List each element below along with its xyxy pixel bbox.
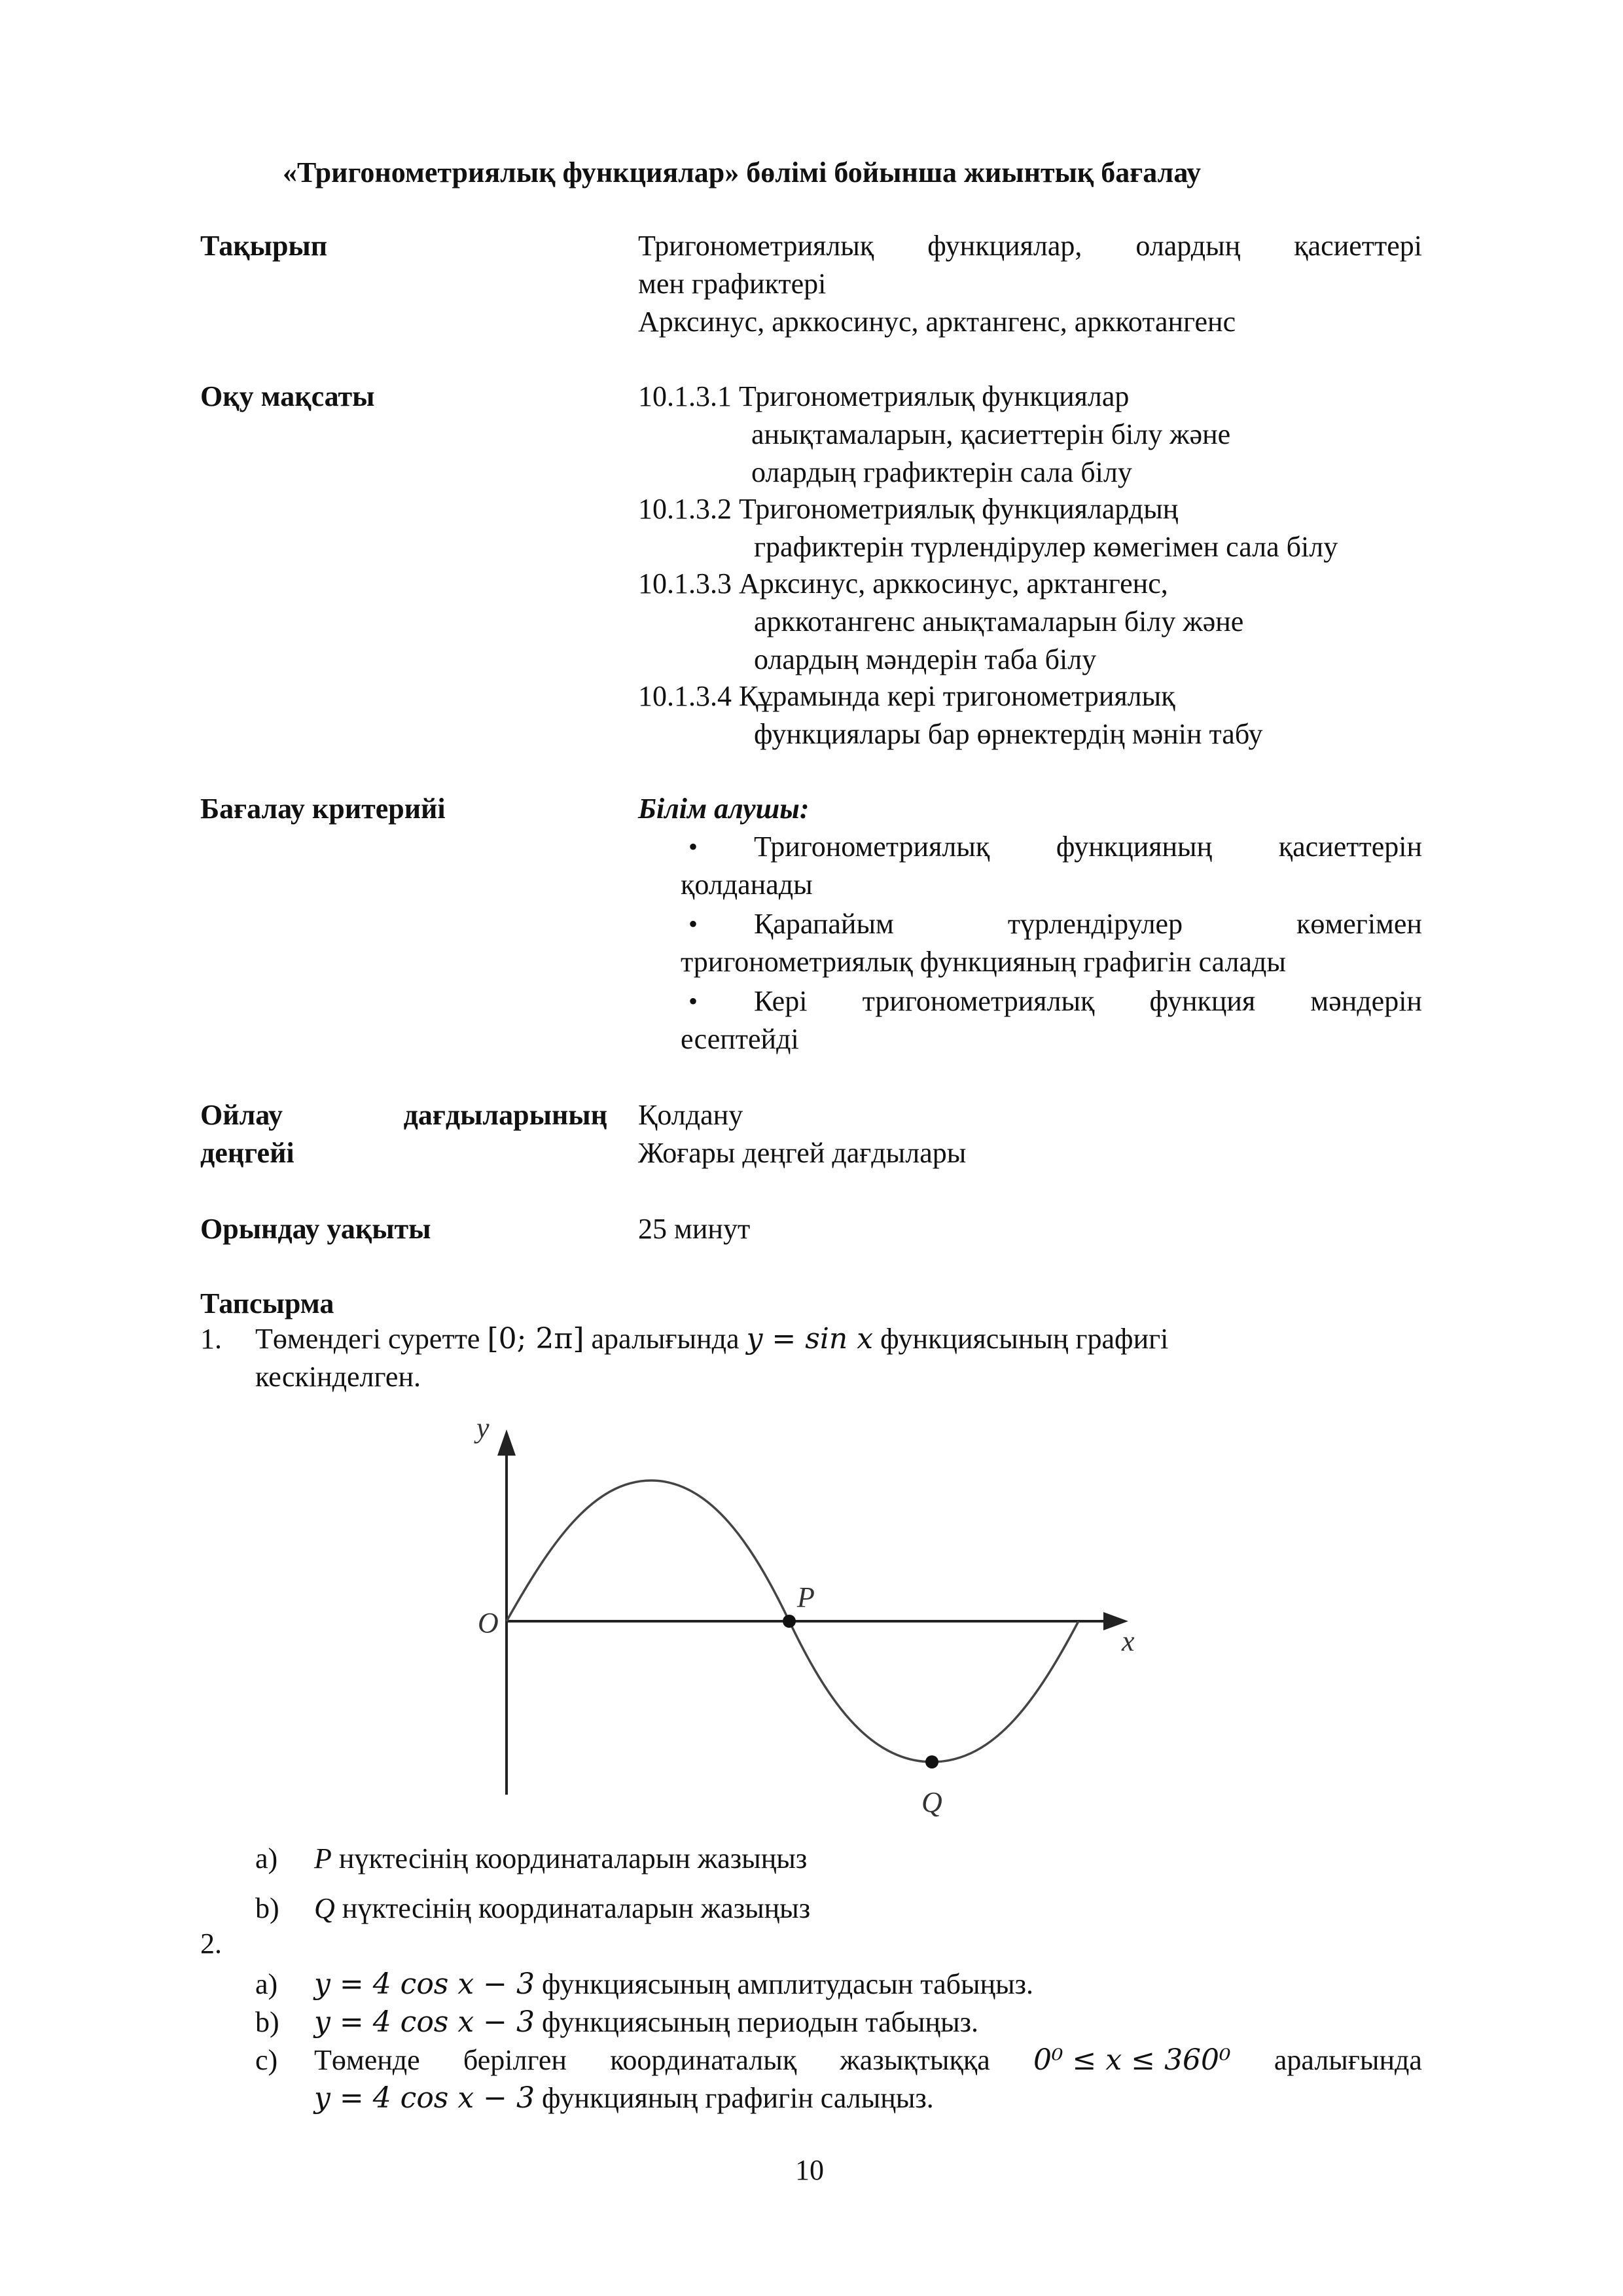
question-1a-letter: a) bbox=[255, 1842, 278, 1874]
word: олардың bbox=[1135, 230, 1241, 262]
text: функциясының амплитудасын табыңыз. bbox=[535, 1968, 1034, 2000]
topic-label: Тақырып bbox=[200, 230, 328, 262]
word: түрлендірулер bbox=[1007, 908, 1183, 940]
text: функциясының периодын табыңыз. bbox=[535, 2006, 979, 2038]
objective-4-code-line: 10.1.3.4 Құрамында кері тригонометриялық bbox=[638, 680, 1175, 712]
question-1b-letter: b) bbox=[255, 1892, 279, 1924]
question-1b-text bbox=[314, 1894, 810, 1923]
question-1a-text bbox=[314, 1844, 807, 1873]
time-label: Орындау уақыты bbox=[200, 1213, 431, 1245]
objective-1-code-line: 10.1.3.1 Тригонометриялық функциялар bbox=[638, 380, 1130, 412]
objective-2-code-line: 10.1.3.2 Тригонометриялық функциялардың bbox=[638, 493, 1179, 525]
objective-1-cont-1: анықтамаларын, қасиеттерін білу және bbox=[751, 418, 1231, 450]
word: координаталық bbox=[610, 2044, 797, 2076]
criterion-1-line-1 bbox=[754, 833, 1422, 861]
page-number: 10 bbox=[795, 2154, 824, 2186]
text: аралығында bbox=[584, 1323, 747, 1355]
word: функция bbox=[1149, 985, 1256, 1017]
task-heading: Тапсырма bbox=[200, 1287, 334, 1319]
word: аралығында bbox=[1274, 2044, 1422, 2076]
point-q-marker bbox=[925, 1755, 938, 1768]
point-p-marker bbox=[783, 1615, 796, 1628]
objective-3-cont-2: олардың мәндерін таба білу bbox=[754, 643, 1097, 675]
objective-4-cont-1: функциялары бар өрнектердің мәнін табу bbox=[754, 718, 1263, 750]
word: дағдыларының bbox=[403, 1099, 607, 1131]
text: функцияның графигін салыңыз. bbox=[535, 2082, 934, 2114]
thinking-value-1: Қолдану bbox=[638, 1099, 743, 1131]
question-2c-line-2 bbox=[314, 2081, 934, 2115]
topic-line-2: мен графиктері bbox=[638, 268, 827, 300]
bullet-icon: • bbox=[688, 986, 698, 1016]
criteria-label: Бағалау критерийі bbox=[200, 793, 446, 825]
range-math: 0⁰ ≤ x ≤ 360⁰ bbox=[1033, 2043, 1231, 2077]
word: берілген bbox=[463, 2044, 567, 2076]
objectives-label: Оқу мақсаты bbox=[200, 380, 375, 412]
objective-3-code-line: 10.1.3.3 Арксинус, арккосинус, арктангенс, bbox=[638, 567, 1168, 600]
question-2b-text bbox=[314, 2005, 979, 2039]
thinking-label-line-1 bbox=[200, 1101, 607, 1130]
question-2b-letter: b) bbox=[255, 2006, 279, 2038]
origin-label: O bbox=[478, 1607, 499, 1639]
word: тригонометриялық bbox=[862, 985, 1095, 1017]
question-2c-line-1 bbox=[314, 2043, 1422, 2077]
point-q-label: Q bbox=[921, 1786, 942, 1818]
function-math: y = sin x bbox=[746, 1322, 874, 1355]
thinking-value-2: Жоғары деңгей дағдылары bbox=[638, 1137, 967, 1169]
question-2a-letter: a) bbox=[255, 1968, 278, 2000]
criterion-3-line-2: есептейді bbox=[681, 1023, 799, 1055]
word: жазықтыққа bbox=[840, 2044, 990, 2076]
question-1-line-1 bbox=[255, 1322, 1169, 1355]
word: көмегімен bbox=[1296, 908, 1422, 940]
word: Ойлау bbox=[200, 1099, 283, 1131]
x-axis-label: x bbox=[1122, 1625, 1135, 1657]
sine-graph-figure bbox=[458, 1407, 1198, 1826]
word: Тригонометриялық bbox=[638, 230, 874, 262]
criterion-3-line-1 bbox=[754, 987, 1422, 1016]
question-2a-text bbox=[314, 1967, 1034, 2001]
word: қасиеттерін bbox=[1278, 831, 1422, 863]
criterion-2-line-1 bbox=[754, 910, 1422, 939]
word: Төменде bbox=[314, 2044, 420, 2076]
text: нүктесінің координаталарын жазыңыз bbox=[331, 1842, 808, 1874]
topic-line-3: Арксинус, арккосинус, арктангенс, арккотангенс bbox=[638, 306, 1236, 338]
question-2-number: 2. bbox=[200, 1928, 222, 1960]
bullet-icon: • bbox=[688, 909, 698, 939]
point-name: P bbox=[314, 1842, 332, 1874]
y-axis-arrow-icon bbox=[497, 1429, 516, 1456]
criterion-1-line-2: қолданады bbox=[681, 869, 813, 901]
function-math: y = 4 cos x − 3 bbox=[314, 2081, 535, 2115]
word: Тригонометриялық bbox=[754, 831, 990, 863]
function-math: y = 4 cos x − 3 bbox=[314, 1967, 535, 2001]
objective-1-cont-2: олардың графиктерін сала білу bbox=[751, 456, 1132, 488]
question-1-number: 1. bbox=[200, 1323, 222, 1355]
text: Төмендегі суретте bbox=[255, 1323, 488, 1355]
word: Кері bbox=[754, 985, 808, 1017]
criterion-2-line-2: тригонометриялық функцияның графигін салады bbox=[681, 946, 1286, 978]
topic-line-1 bbox=[638, 232, 1422, 260]
bullet-icon: • bbox=[688, 832, 698, 861]
document-title: «Тригонометриялық функциялар» бөлімі бойынша жиынтық бағалау bbox=[283, 156, 1202, 188]
word: мәндерін bbox=[1310, 985, 1422, 1017]
time-value: 25 минут bbox=[638, 1213, 751, 1245]
word: Қарапайым bbox=[754, 908, 894, 940]
word: функциялар, bbox=[927, 230, 1082, 262]
text: функциясының графигі bbox=[873, 1323, 1169, 1355]
criteria-heading: Білім алушы: bbox=[638, 793, 810, 825]
point-name: Q bbox=[314, 1892, 335, 1924]
word: функцияның bbox=[1056, 831, 1213, 863]
text: нүктесінің координаталарын жазыңыз bbox=[334, 1892, 811, 1924]
question-1-line-2: кескінделген. bbox=[255, 1361, 421, 1393]
question-2c-letter: c) bbox=[255, 2044, 278, 2076]
word: қасиеттері bbox=[1294, 230, 1422, 262]
objective-3-cont-1: арккотангенс анықтамаларын білу және bbox=[754, 605, 1244, 637]
function-math: y = 4 cos x − 3 bbox=[314, 2005, 535, 2039]
point-p-label: P bbox=[797, 1581, 815, 1613]
interval-math: [0; 2π] bbox=[487, 1322, 584, 1355]
thinking-label-line-2: деңгейі bbox=[200, 1137, 294, 1169]
objective-2-cont-1: графиктерін түрлендірулер көмегімен сала білу bbox=[754, 531, 1338, 563]
y-axis-label: y bbox=[476, 1412, 490, 1444]
